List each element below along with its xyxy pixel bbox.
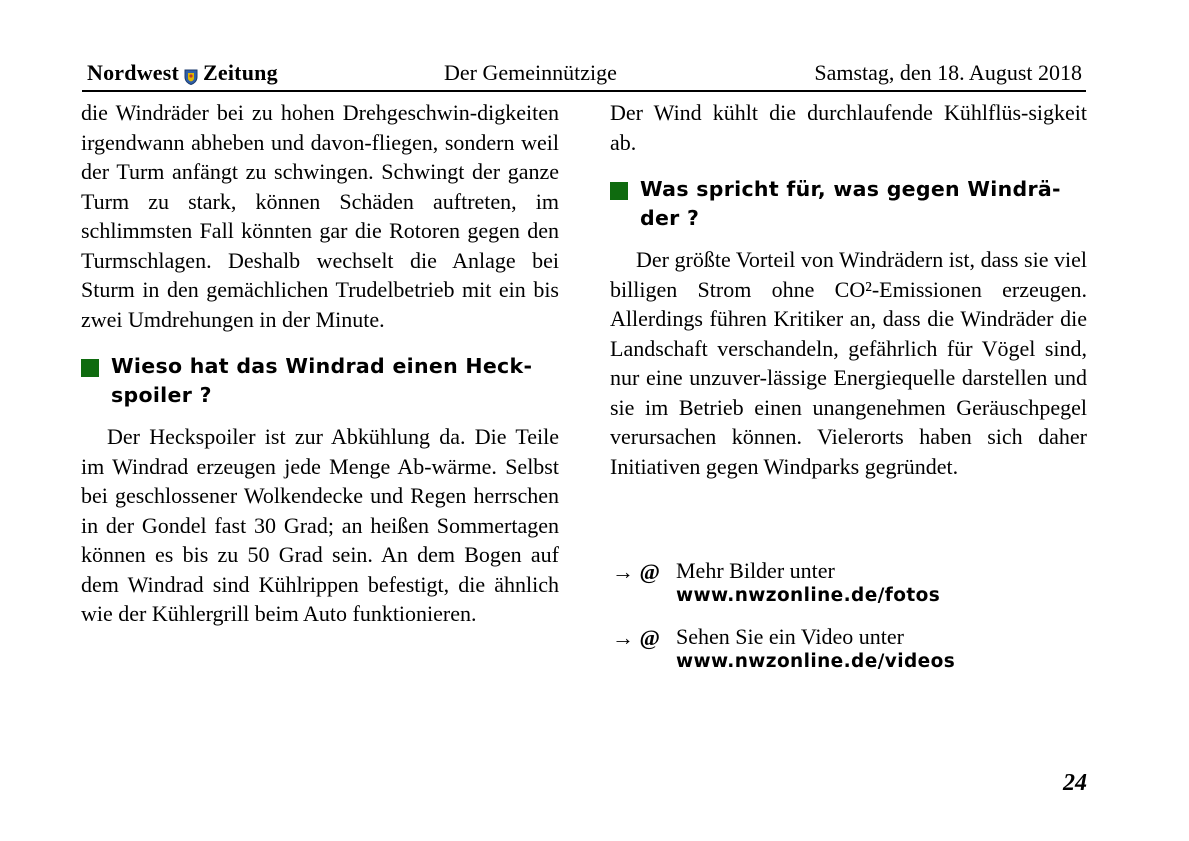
left-subheading-text: Wieso hat das Windrad einen Heck-spoiler ? [111, 354, 533, 407]
link-videos-text: Sehen Sie ein Video unter [676, 624, 905, 649]
left-subheading [81, 352, 559, 410]
coat-of-arms-icon [184, 65, 198, 81]
right-subheading [610, 175, 1087, 233]
link-photos-text: Mehr Bilder unter [676, 558, 835, 583]
right-column [610, 98, 1087, 481]
page-header [82, 56, 1086, 92]
right-subheading-text: Was spricht für, was gegen Windrä-der ? [640, 177, 1061, 230]
arrow-at-icon: → @ [612, 559, 660, 584]
link-videos-url[interactable]: www.nwzonline.de/videos [676, 651, 956, 672]
left-column [81, 98, 559, 629]
right-paragraph-1: Der Wind kühlt die durchlaufende Kühlflüs-sigkeit ab. [610, 100, 1087, 155]
right-paragraph-2: Der größte Vorteil von Windrädern ist, dass sie viel billigen Strom ohne CO²-Emissionen erzeugen. Allerdings führen Kritiker an, dass die Windräder die Landschaft verschandeln, gefährlich für Vögel sind, nur eine unzuver-lässige Energiequelle darstellen und sie im Betrieb einen unangenehmen Geräuschpegel verursachen können. Vielerorts haben sich daher Initiativen gegen Windparks gegründet. [610, 247, 1087, 479]
masthead-nordwest: Nordwest [87, 60, 180, 85]
left-paragraph-1: die Windräder bei zu hohen Drehgeschwin-digkeiten irgendwann abheben und davon-fliegen, sondern weil der Turm anfängt zu schwingen. Schwingt der ganze Turm zu stark, können Schäden auftreten, im schlimmsten Fall könnten gar die Rotoren gegen den Turmschlagen. Deshalb wechselt die Anlage bei Sturm in den gemächlichen Trudelbetrieb mit ein bis zwei Umdrehungen in der Minute. [81, 100, 559, 332]
online-links [610, 558, 1090, 690]
link-item-videos[interactable] [610, 624, 1090, 674]
masthead [87, 60, 278, 86]
square-bullet-icon [81, 359, 99, 377]
link-photos-url[interactable]: www.nwzonline.de/fotos [676, 585, 941, 606]
masthead-zeitung: Zeitung [203, 60, 278, 85]
issue-date: Samstag, den 18. August 2018 [814, 60, 1082, 85]
section-title: Der Gemeinnützige [444, 60, 617, 85]
link-item-photos[interactable] [610, 558, 1090, 608]
arrow-at-icon: → @ [612, 625, 660, 650]
square-bullet-icon [610, 182, 628, 200]
left-paragraph-2: Der Heckspoiler ist zur Abkühlung da. Die Teile im Windrad erzeugen jede Menge Ab-wärme. Selbst bei geschlossener Wolkendecke und Regen herrschen in der Gondel fast 30 Grad; an heißen Sommertagen können es bis zu 50 Grad sein. An dem Bogen auf dem Windrad sind Kühlrippen befestigt, die ähnlich wie der Kühlergrill beim Auto funktionieren. [81, 424, 559, 626]
page-number: 24 [1063, 770, 1087, 796]
